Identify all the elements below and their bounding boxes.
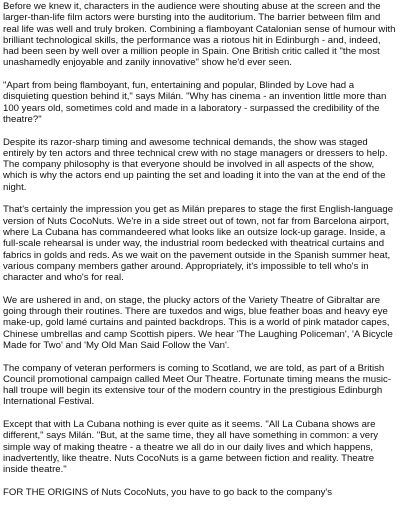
article-body xyxy=(3,1,398,498)
article-paragraph-4: That's certainly the impression you get as Milán prepares to stage the first English-language version of Nuts CocoNuts. We're in a side street out of town, not far from Barcelona airport, where La Cubana has commandeered what looks like an outsize lock-up garage. Inside, a full-scale rehearsal is under way, the industrial room bedecked with theatrical curtains and fabrics in golds and reds. As we wait on the pavement outside in the Spanish summer heat, various company members gather around. Appropriately, it's impossible to tell who's in character and who's for real. xyxy=(3,204,394,284)
article-paragraph-7: Except that with La Cubana nothing is ever quite as it seems. "All La Cubana shows are different," says Milán. "But, at the same time, they all have something in common: a very simple way of making theatre - a theatre we all do in our daily lives and which happens, inadvertently, like theatre. Nuts CocoNuts is a game between fiction and reality. Theatre inside theatre." xyxy=(3,418,379,476)
article-paragraph-3: Despite its razor-sharp timing and awesome technical demands, the show was staged entirely by ten actors and three technical crew with no stage managers or dressers to help. The company philosophy is that everyone should be involved in all aspects of the show, which is why the actors end up painting the set and loading it into the van at the end of the night. xyxy=(3,136,388,193)
article-paragraph-6: The company of veteran performers is coming to Scotland, we are told, as part of a British Council promotional campaign called Meet Our Theatre. Fortunate timing means the music-hall troupe will begin its extensive tour of the modern country in the prestigious Edinburgh International Festival. xyxy=(3,362,392,408)
article-paragraph-5: We are ushered in and, on stage, the plucky actors of the Variety Theatre of Gibraltar are going through their routines. There are tuxedos and wigs, blue feather boas and heavy eye make-up, gold lamé curtains and painted backdrops. This is a world of pink matador capes, Chinese umbrellas and camp Scottish pipers. We hear 'The Laughing Policeman', 'A Bicycle Made for Two' and 'My Old Man Said Follow the Van'. xyxy=(3,294,393,351)
article-paragraph-2: "Apart from being flamboyant, fun, entertaining and popular, Blinded by Love had a disquieting question behind it," says Milán. "Why has cinema - an invention little more than 100 years old, sometimes cold and made in a laboratory - surpassed the credibility of the theatre?" xyxy=(3,80,387,125)
article-paragraph-1: Before we knew it, characters in the audience were shouting abuse at the screen and the larger-than-life film actors were bursting into the auditorium. The barrier between film and real life was well and truly broken. Combining a flamboyant Catalonian sense of humour with brilliant technological skills, the performance was a riotous hit in Edinburgh - and, indeed, had been seen by well over a million people in Spain. One British critic called it "the most unashamedly enjoyable and zanily innovative" show he'd ever seen. xyxy=(3,1,396,69)
article-paragraph-8: FOR THE ORIGINS of Nuts CocoNuts, you have to go back to the company's xyxy=(3,486,333,498)
